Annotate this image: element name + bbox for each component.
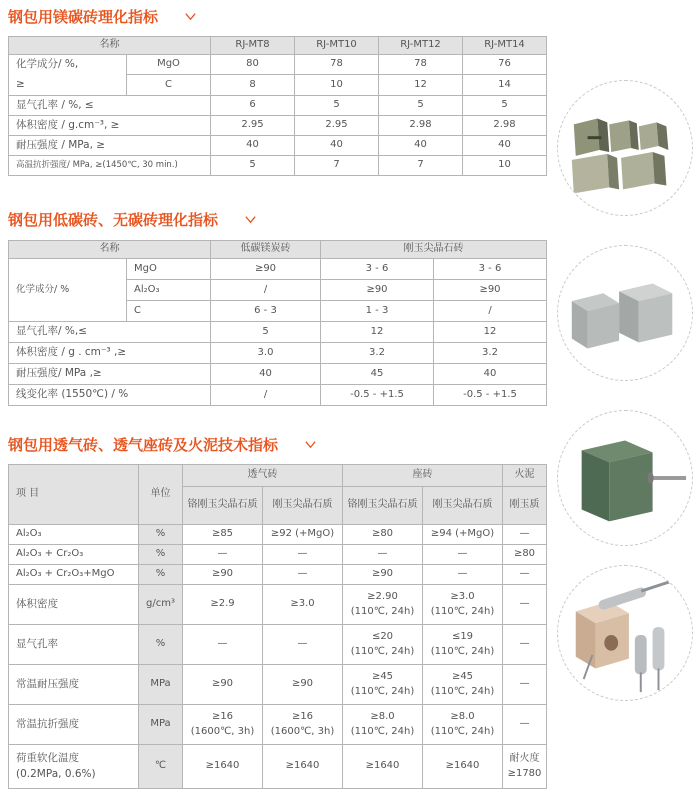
cell: 1 - 3 <box>321 301 434 322</box>
product-image-mgo-carbon-bricks <box>557 80 693 216</box>
table-row <box>9 625 547 665</box>
cell: 5 <box>463 95 547 115</box>
row-unit: % <box>139 565 183 585</box>
table-header-row <box>9 37 547 55</box>
cell: — <box>183 545 263 565</box>
table-purging-plug <box>8 464 547 789</box>
cell: — <box>343 545 423 565</box>
cell: ≥16 (1600℃, 3h) <box>263 705 343 745</box>
table-row <box>9 565 547 585</box>
section-title-text: 钢包用低碳砖、无碳砖理化指标 <box>8 211 219 229</box>
row-label: 荷重软化温度 (0.2MPa, 0.6%) <box>9 745 139 789</box>
table-row <box>9 343 547 364</box>
table-row <box>9 705 547 745</box>
cell: — <box>503 585 547 625</box>
header-item: 项 目 <box>9 465 139 525</box>
row-sublabel: MgO <box>127 55 211 75</box>
row-label: 耐压强度/ MPa ,≥ <box>9 364 211 385</box>
row-sublabel: Al₂O₃ <box>127 280 211 301</box>
product-image-seating-block <box>557 565 693 701</box>
row-label: 体积密度 / g.cm⁻³, ≥ <box>9 115 211 135</box>
table-header-row <box>9 465 547 487</box>
row-unit: % <box>139 625 183 665</box>
cell: 8 <box>211 75 295 95</box>
row-sublabel: MgO <box>127 259 211 280</box>
product-image-purging-plug <box>557 410 693 546</box>
table-header-row <box>9 241 547 259</box>
cell: ≥8.0 (110℃, 24h) <box>343 705 423 745</box>
cell: 40 <box>211 135 295 155</box>
row-label: 高温抗折强度/ MPa, ≥(1450℃, 30 min.) <box>9 155 211 175</box>
cell: ≥92 (+MgO) <box>263 525 343 545</box>
header-name: 名称 <box>9 37 211 55</box>
chevron-down-icon[interactable] <box>304 438 317 451</box>
cell: ≥1640 <box>423 745 503 789</box>
row-label-chem: 化学成分/ %, ≥ <box>9 55 127 96</box>
cell: 6 <box>211 95 295 115</box>
cell: 6 - 3 <box>211 301 321 322</box>
row-label-chem: 化学成分/ % <box>9 259 127 322</box>
header-sub: 刚玉质 <box>503 487 547 525</box>
cell: ≥16 (1600℃, 3h) <box>183 705 263 745</box>
row-label: Al₂O₃ + Cr₂O₃ <box>9 545 139 565</box>
cell: / <box>434 301 547 322</box>
header-sub: 刚玉尖晶石质 <box>423 487 503 525</box>
cell: 45 <box>321 364 434 385</box>
cell: 3 - 6 <box>434 259 547 280</box>
cell: 80 <box>211 55 295 75</box>
row-sublabel: C <box>127 301 211 322</box>
header-col: 低碳镁炭砖 <box>211 241 321 259</box>
cell: ≥2.90 (110℃, 24h) <box>343 585 423 625</box>
table-mgo-carbon <box>8 36 547 176</box>
header-unit: 单位 <box>139 465 183 525</box>
cell: 12 <box>321 322 434 343</box>
cell: 2.98 <box>379 115 463 135</box>
row-label: 体积密度 / g . cm⁻³ ,≥ <box>9 343 211 364</box>
cell: ≥3.0 <box>263 585 343 625</box>
cell: ≥90 <box>183 565 263 585</box>
cell: 2.95 <box>211 115 295 135</box>
cell: 40 <box>434 364 547 385</box>
cell: ≥90 <box>263 665 343 705</box>
table-row <box>9 95 547 115</box>
cell: / <box>211 385 321 406</box>
cell: — <box>183 625 263 665</box>
row-label: 显气孔率 / %, ≤ <box>9 95 211 115</box>
section-title-low-carbon <box>8 209 257 230</box>
cell: ≥90 <box>183 665 263 705</box>
cell: — <box>423 565 503 585</box>
table-row <box>9 322 547 343</box>
cell: ≥1640 <box>343 745 423 789</box>
table-row <box>9 665 547 705</box>
header-col: RJ-MT12 <box>379 37 463 55</box>
cell: 3 - 6 <box>321 259 434 280</box>
header-col: RJ-MT10 <box>295 37 379 55</box>
cell: ≥80 <box>343 525 423 545</box>
header-name: 名称 <box>9 241 211 259</box>
cell: ≥90 <box>434 280 547 301</box>
cell: — <box>503 705 547 745</box>
cell: 40 <box>379 135 463 155</box>
header-group: 透气砖 <box>183 465 343 487</box>
row-label: 体积密度 <box>9 585 139 625</box>
header-sub: 刚玉尖晶石质 <box>263 487 343 525</box>
table-row <box>9 55 547 75</box>
cell: — <box>503 525 547 545</box>
row-label: 常温耐压强度 <box>9 665 139 705</box>
cell: 7 <box>379 155 463 175</box>
section-title-mgo-carbon <box>8 6 197 27</box>
table-row <box>9 364 547 385</box>
row-label: Al₂O₃ <box>9 525 139 545</box>
row-label: 线变化率 (1550℃) / % <box>9 385 211 406</box>
cell: 12 <box>434 322 547 343</box>
header-sub: 铬刚玉尖晶石质 <box>343 487 423 525</box>
cell: 5 <box>295 95 379 115</box>
row-unit: g/cm³ <box>139 585 183 625</box>
row-unit: % <box>139 545 183 565</box>
cell: — <box>503 625 547 665</box>
cell: 14 <box>463 75 547 95</box>
cell: 5 <box>379 95 463 115</box>
cell: 12 <box>379 75 463 95</box>
table-row <box>9 135 547 155</box>
header-group: 座砖 <box>343 465 503 487</box>
cell: — <box>503 565 547 585</box>
cell: ≥1640 <box>263 745 343 789</box>
chevron-down-icon[interactable] <box>244 213 257 226</box>
row-label: Al₂O₃ + Cr₂O₃+MgO <box>9 565 139 585</box>
cell: 3.0 <box>211 343 321 364</box>
table-row <box>9 385 547 406</box>
cell: -0.5 - +1.5 <box>321 385 434 406</box>
cell: ≥90 <box>321 280 434 301</box>
header-col: 刚玉尖晶石砖 <box>321 241 547 259</box>
cell: ≥3.0 (110℃, 24h) <box>423 585 503 625</box>
cell: — <box>263 625 343 665</box>
header-group: 火泥 <box>503 465 547 487</box>
cell: / <box>211 280 321 301</box>
cell: ≥90 <box>343 565 423 585</box>
row-label: 耐压强度 / MPa, ≥ <box>9 135 211 155</box>
row-unit: % <box>139 525 183 545</box>
row-label: 常温抗折强度 <box>9 705 139 745</box>
section-title-text: 钢包用镁碳砖理化指标 <box>8 8 159 26</box>
section-title-text: 钢包用透气砖、透气座砖及火泥技术指标 <box>8 436 279 454</box>
row-unit: ℃ <box>139 745 183 789</box>
cell: 40 <box>463 135 547 155</box>
cell: 耐火度 ≥1780 <box>503 745 547 789</box>
row-label: 显气孔率 <box>9 625 139 665</box>
cell: 78 <box>379 55 463 75</box>
row-label: 显气孔率/ %,≤ <box>9 322 211 343</box>
cell: ≥8.0 (110℃, 24h) <box>423 705 503 745</box>
cell: 7 <box>295 155 379 175</box>
cell: — <box>263 545 343 565</box>
cell: 40 <box>211 364 321 385</box>
cell: ≥80 <box>503 545 547 565</box>
cell: 5 <box>211 155 295 175</box>
row-unit: MPa <box>139 665 183 705</box>
table-row <box>9 585 547 625</box>
header-sub: 铬刚玉尖晶石质 <box>183 487 263 525</box>
cell: ≤20 (110℃, 24h) <box>343 625 423 665</box>
row-sublabel: C <box>127 75 211 95</box>
cell: 78 <box>295 55 379 75</box>
cell: 10 <box>295 75 379 95</box>
table-low-carbon <box>8 240 547 406</box>
product-image-low-carbon-bricks <box>557 245 693 381</box>
cell: ≥1640 <box>183 745 263 789</box>
table-row <box>9 155 547 175</box>
cell: ≥85 <box>183 525 263 545</box>
cell: 5 <box>211 322 321 343</box>
cell: ≥94 (+MgO) <box>423 525 503 545</box>
cell: 76 <box>463 55 547 75</box>
cell: 2.98 <box>463 115 547 135</box>
table-row <box>9 545 547 565</box>
header-col: RJ-MT8 <box>211 37 295 55</box>
cell: ≥45 (110℃, 24h) <box>423 665 503 705</box>
cell: 40 <box>295 135 379 155</box>
cell: 3.2 <box>434 343 547 364</box>
row-unit: MPa <box>139 705 183 745</box>
cell: — <box>503 665 547 705</box>
table-row <box>9 115 547 135</box>
cell: 2.95 <box>295 115 379 135</box>
section-title-purging-plug <box>8 434 317 455</box>
cell: ≥90 <box>211 259 321 280</box>
table-row <box>9 745 547 789</box>
cell: ≤19 (110℃, 24h) <box>423 625 503 665</box>
cell: ≥45 (110℃, 24h) <box>343 665 423 705</box>
table-row <box>9 259 547 280</box>
chevron-down-icon[interactable] <box>184 10 197 23</box>
cell: 3.2 <box>321 343 434 364</box>
cell: 10 <box>463 155 547 175</box>
cell: — <box>263 565 343 585</box>
cell: ≥2.9 <box>183 585 263 625</box>
header-col: RJ-MT14 <box>463 37 547 55</box>
cell: -0.5 - +1.5 <box>434 385 547 406</box>
cell: — <box>423 545 503 565</box>
table-row <box>9 525 547 545</box>
